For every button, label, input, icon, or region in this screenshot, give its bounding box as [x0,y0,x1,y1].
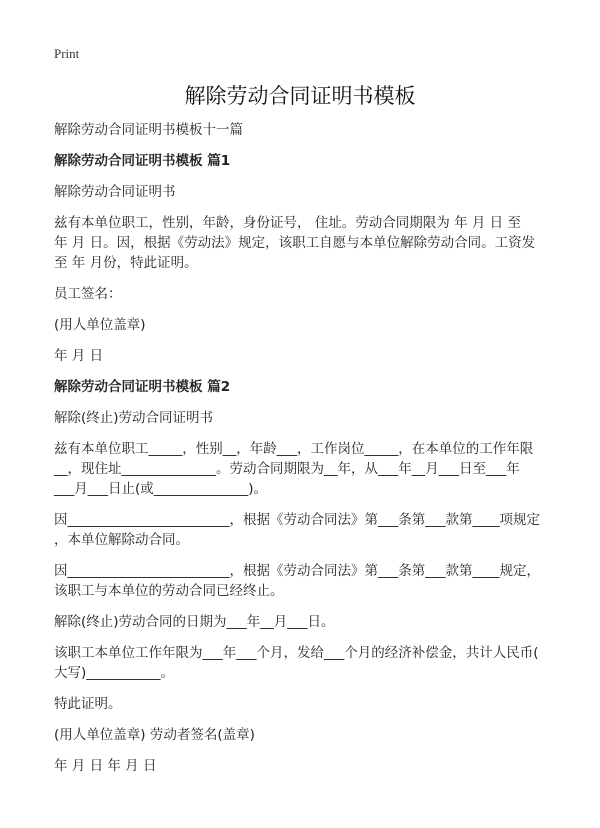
section-2-para-5 [54,643,554,683]
text-line: 至 年 月份，特此证明。 [54,255,198,271]
section-2-dates: 年 月 日 年 月 日 [54,758,157,774]
page-title: 解除劳动合同证明书模板 [184,84,416,108]
text-line: 兹有本单位职工，性别，年龄，身份证号， 住址。劳动合同期限为 年 月 日 至 [54,215,521,231]
section-2-heading: 解除劳动合同证明书模板 篇2 [54,379,231,395]
text-line: 因________________________，根据《劳动合同法》第___条第___款第____规定， [54,563,540,579]
text-line: 年 月 日。因，根据《劳动法》规定，该职工自愿与本单位解除劳动合同。工资发 [54,235,536,251]
employer-seal: (用人单位盖章) [54,317,146,333]
section-1-date: 年 月 日 [54,348,104,364]
text-line: 该职工与本单位的劳动合同已经终止。 [54,583,284,599]
document-body [54,120,554,787]
text-line: ___月___日止(或______________)。 [54,481,268,497]
section-1-doc-title: 解除劳动合同证明书 [54,184,176,200]
subtitle: 解除劳动合同证明书模板十一篇 [54,122,243,138]
section-2-para-1 [54,439,554,499]
section-2-signatures: (用人单位盖章) 劳动者签名(盖章) [54,727,255,743]
text-line: 大写)___________。 [54,665,175,681]
text-line: __，现住址______________。劳动合同期限为__年，从___年__月___日至___年 [54,461,520,477]
section-1-heading: 解除劳动合同证明书模板 篇1 [54,153,231,169]
print-link[interactable]: Print [54,46,80,61]
section-2-para-4: 解除(终止)劳动合同的日期为___年__月___日。 [54,614,335,630]
text-line: 因________________________，根据《劳动合同法》第___条第___款第____项规定 [54,512,540,528]
text-line: 该职工本单位工作年限为___年___个月，发给___个月的经济补偿金，共计人民币( [54,645,539,661]
text-line: ，本单位解除动合同。 [54,532,189,548]
section-1-body [54,213,554,273]
section-2-para-3 [54,561,554,601]
employee-signature: 员工签名： [54,286,122,302]
section-2-para-6: 特此证明。 [54,696,122,712]
text-line: 兹有本单位职工_____，性别__，年龄___，工作岗位_____，在本单位的工作年限 [54,441,534,457]
section-2-para-2 [54,510,554,550]
section-2-doc-title: 解除(终止)劳动合同证明书 [54,410,214,426]
